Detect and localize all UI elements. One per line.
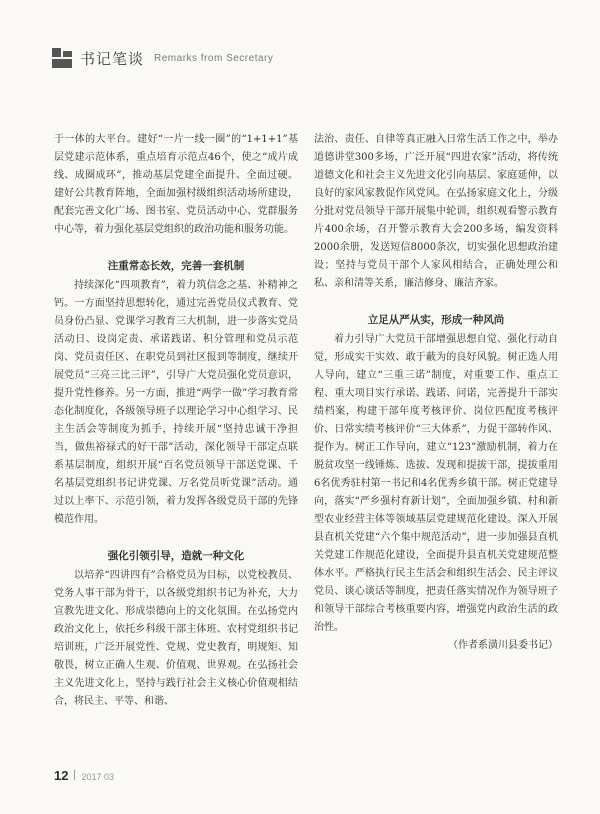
section-heading: 注重常态长效，完善一套机制 (107, 260, 245, 272)
section-heading: 强化引领引导，造就一种文化 (107, 550, 245, 562)
paragraph: 着力引导广大党员干部增强思想自觉、强化行动自觉，形成实干实效、敢于蔽为的良好风貌。树正选人用人导向，建立“三重三诺”制度，对重要工作、重点工程、重大项目实行承诺、践诺、问诺，完善提升干部实绩档案，构建干部年度考核评价、岗位匹配度考核评价、日常实绩考核评价“三大体系”，力促干部转作风、提作为。树正工作导向，建立“123”激励机制，着力在脱贫攻坚一线锤炼、选拔、发现和提拔干部，提拔重用6名优秀驻村第一书记和4名优秀乡镇干部。树正党建导向，落实“严乡强村育新计划”，全面加强乡镇、村和新型农业经营主体等领域基层党建规范化建设。深入开展县直机关党建“六个集中规范活动”，进一步加强县直机关党建工作规范化建设，全面提升县直机关党建规范整体水平。严格执行民主生活会和组织生活会、民主评议党员、谈心谈话等制度，把责任落实情况作为领导班子和领导干部综合考核重要内容，增强党内政治生活的政治性。 (314, 334, 558, 633)
right-column (314, 131, 558, 655)
section-header (52, 47, 273, 69)
paragraph: 持续深化“四项教育”，着力筑信念之基、补精神之钙。一方面坚持思想转化，通过完善党员仪式教育、党员身份凸显、党课学习教育三大机制，进一步落实党员活动日、设岗定责、承诺践诺、积分管理和党员示范岗、党员责任区、在职党员到社区报到等制度，继续开展党员“三亮三比三评”，引导广大党员强化党员意识，提升党性修养。另一方面，推进“两学一做”学习教育常态化制度化，各级领导班子以理论学习中心组学习、民主生活会等制度为抓手，持续开展“坚持忠诚干净担当，做焦裕禄式的好干部”活动，深化领导干部定点联系基层制度，组织开展“百名党员领导干部送党课、千名基层党组织书记讲党课、万名党员听党课”活动。通过以上率下、示范引领，着力发挥各级党员干部的先锋模范作用。 (54, 280, 298, 525)
page-number: 12 (54, 768, 69, 783)
paragraph: 以培养“四讲四有”合格党员为目标，以党校教员、党务人事干部为骨干，以各级党组织书记为补充，大力宣教先进文化、形成崇德向上的文化氛围。在弘扬党内政治文化上，依托乡科级干部主体班、农村党组织书记培训班，广泛开展党性、党规、党史教育，明规矩、知敬畏，树立正确人生观、价值观、世界观。在弘扬社会主义先进文化上，坚持与践行社会主义核心价值观相结合，将民主、平等、和谐、 (54, 570, 298, 707)
column-logo-icon (52, 48, 74, 68)
issue-label: 2017 03 (81, 772, 115, 782)
footer-divider (74, 770, 75, 780)
section-title-en: Remarks from Secretary (154, 52, 274, 64)
section-heading: 立足从严从实，形成一种风尚 (367, 314, 505, 326)
section-title-cn: 书记笔谈 (80, 49, 145, 68)
left-column (54, 131, 298, 711)
paragraph: 法治、责任、自律等真正融入日常生活工作之中，举办道德讲堂300多场，广泛开展“四进农家”活动，将传统道德文化和社会主义先进文化引向基层、家庭延伸，以良好的家风家教促作风党风。在弘扬家庭文化上，分级分批对党员领导干部开展集中轮训，组织观看警示教育片400余场，召开警示教育大会200多场，编发资料2000余册，发送短信8000条次，切实强化思想政治建设；坚持与党员干部个人家风相结合，正确处理公和私、亲和清等关系，廉洁修身、廉洁齐家。 (314, 134, 558, 289)
page-footer (54, 768, 114, 783)
paragraph: 于一体的大平台。建好“一片一线一圈”的“1+1+1”基层党建示范体系，重点培育示范点46个，使之“成片成线、成圈成环”，推动基层党建全面提升、全面过硬。建好公共教育阵地，全面加强村级组织活动场所建设，配套完善文化广场、图书室、党员活动中心、党群服务中心等，着力强化基层党组织的政治功能和服务功能。 (54, 134, 298, 235)
author-note: （作者系潢川县委书记） (448, 640, 558, 651)
